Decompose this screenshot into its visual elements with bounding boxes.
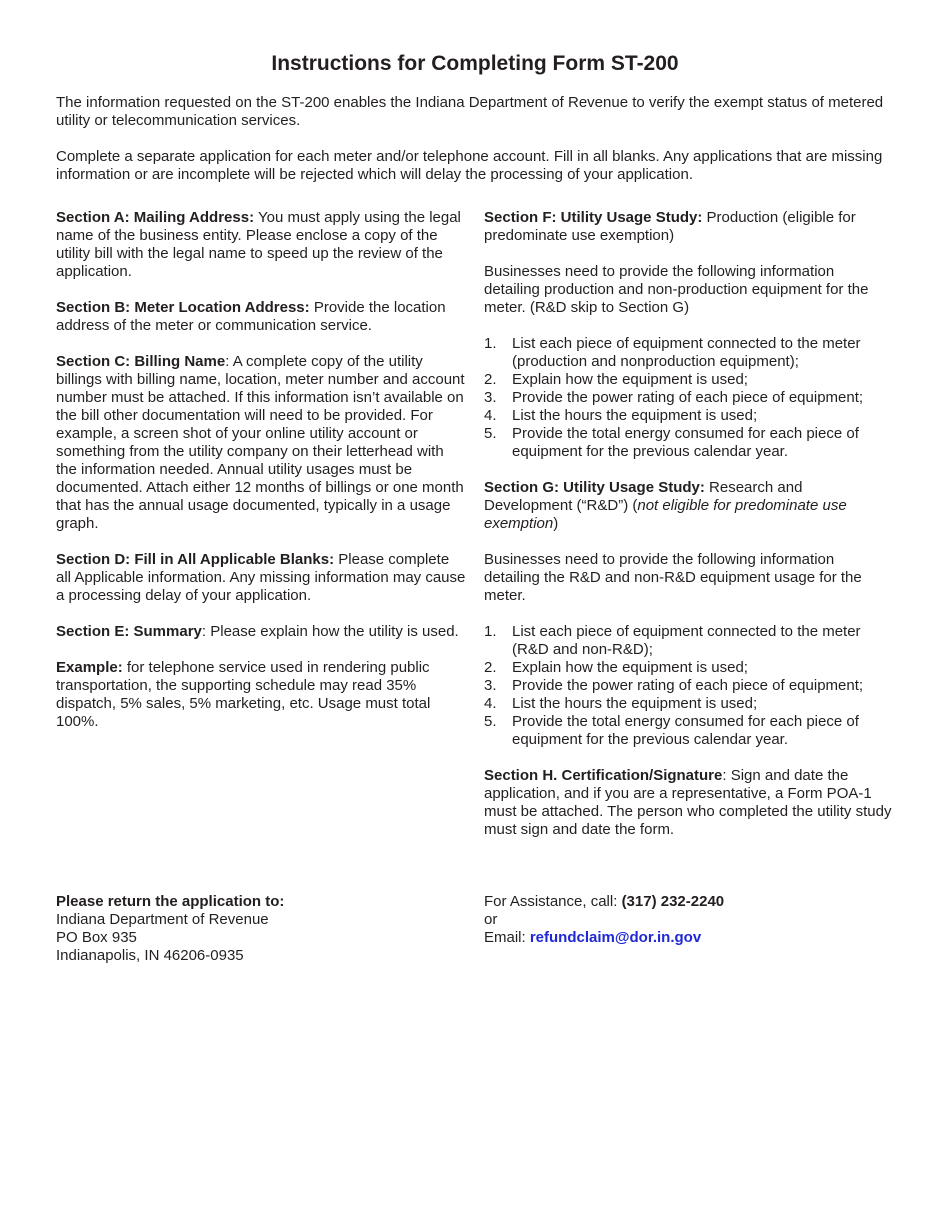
assistance-block — [484, 893, 724, 947]
left-column — [56, 209, 466, 749]
section-g: Section G: Utility Usage Study: Research and Development (“R&D”) (not eligible for predominate use exemption) — [484, 479, 847, 532]
return-address-block — [56, 893, 284, 965]
list-item: 5. Provide the total energy consumed for each piece of equipment for the previous calendar year. — [484, 713, 859, 748]
address-line: Indianapolis, IN 46206-0935 — [56, 947, 244, 964]
section-g-list — [484, 623, 894, 749]
example-text: for telephone service used in rendering public transportation, the supporting schedule may read 35% dispatch, 5% sales, 5% marketing, etc. Usage must total 100%. — [56, 659, 431, 730]
section-f-text: Production (eligible for predominate use exemption) — [484, 209, 856, 244]
section-a-heading: Section A: Mailing Address: — [56, 209, 255, 226]
section-g-heading: Section G: Utility Usage Study: — [484, 479, 705, 496]
intro-paragraph-2: Complete a separate application for each meter and/or telephone account. Fill in all blanks. Any applications that are missing information or are incomplete will be rejected which will delay the processing of your application. — [56, 148, 883, 183]
address-line: PO Box 935 — [56, 929, 137, 946]
list-item: 2. Explain how the equipment is used; — [484, 371, 748, 388]
address-line: Indiana Department of Revenue — [56, 911, 269, 928]
section-e-heading: Section E: Summary — [56, 623, 202, 640]
example-heading: Example: — [56, 659, 123, 676]
section-f-paragraph: Businesses need to provide the following information detailing production and non-production equipment for the meter. (R&D skip to Section G) — [484, 263, 869, 316]
section-h-heading: Section H. Certification/Signature — [484, 767, 723, 784]
list-item: 5. Provide the total energy consumed for each piece of equipment for the previous calendar year. — [484, 425, 859, 460]
section-g-italic: not eligible for predominate use exemption — [484, 497, 847, 532]
section-g-paragraph: Businesses need to provide the following information detailing the R&D and non-R&D equipment usage for the meter. — [484, 551, 862, 604]
list-item: 4. List the hours the equipment is used; — [484, 695, 758, 712]
section-h-text: : Sign and date the application, and if you are a representative, a Form POA-1 must be attached. The person who completed the utility study must sign and date the form. — [484, 767, 892, 838]
email-link[interactable]: refundclaim@dor.in.gov — [529, 929, 702, 946]
section-c — [56, 353, 466, 533]
phone-number: (317) 232-2240 — [621, 893, 725, 910]
section-f — [484, 209, 894, 245]
section-d-heading: Section D: Fill in All Applicable Blanks: — [56, 551, 335, 568]
list-item: 3. Provide the power rating of each piece of equipment; — [484, 677, 864, 694]
section-c-text: : A complete copy of the utility billings with billing name, location, meter number and account number must be attached. If this information isn’t available on the bill other documentation will need to be provided. For example, a screen shot of your online utility account or something from the utility company on their letterhead with the information needed. Annual utility usages must be documented. Attach either 12 months of billings or one month that has the annual usage documented, typically in a usage graph. — [56, 353, 465, 532]
section-g-text: Research and Development (“R&D”) ( — [484, 479, 803, 514]
section-d — [56, 551, 466, 605]
section-b-heading: Section B: Meter Location Address: — [56, 299, 310, 316]
section-f-list — [484, 335, 894, 461]
intro-paragraph-1: The information requested on the ST-200 enables the Indiana Department of Revenue to verify the exempt status of metered utility or telecommunication services. — [56, 94, 884, 129]
list-item: 1. List each piece of equipment connected to the meter (R&D and non-R&D); — [484, 623, 861, 658]
return-heading: Please return the application to: — [56, 893, 285, 910]
section-b-text: Provide the location address of the meter or communication service. — [56, 299, 446, 334]
section-a — [56, 209, 466, 281]
section-e — [56, 623, 466, 641]
assist-label: For Assistance, call: — [484, 893, 622, 910]
section-a-text: You must apply using the legal name of the business entity. Please enclose a copy of the utility bill with the legal name to speed up the review of the application. — [56, 209, 461, 280]
section-d-text: Please complete all Applicable information. Any missing information may cause a processing delay of your application. — [56, 551, 466, 604]
list-item: 4. List the hours the equipment is used; — [484, 407, 758, 424]
section-b — [56, 299, 466, 335]
right-column — [484, 209, 894, 857]
list-item: 1. List each piece of equipment connected to the meter (production and nonproduction equipment); — [484, 335, 861, 370]
example — [56, 659, 466, 731]
list-item: 2. Explain how the equipment is used; — [484, 659, 748, 676]
list-item: 3. Provide the power rating of each piece of equipment; — [484, 389, 864, 406]
or-text: or — [484, 911, 498, 928]
section-f-heading: Section F: Utility Usage Study: — [484, 209, 703, 226]
page-title: Instructions for Completing Form ST-200 — [271, 52, 679, 75]
section-c-heading: Section C: Billing Name — [56, 353, 226, 370]
section-h — [484, 767, 894, 839]
email-label: Email: — [484, 929, 530, 946]
section-e-text: : Please explain how the utility is used. — [201, 623, 459, 640]
